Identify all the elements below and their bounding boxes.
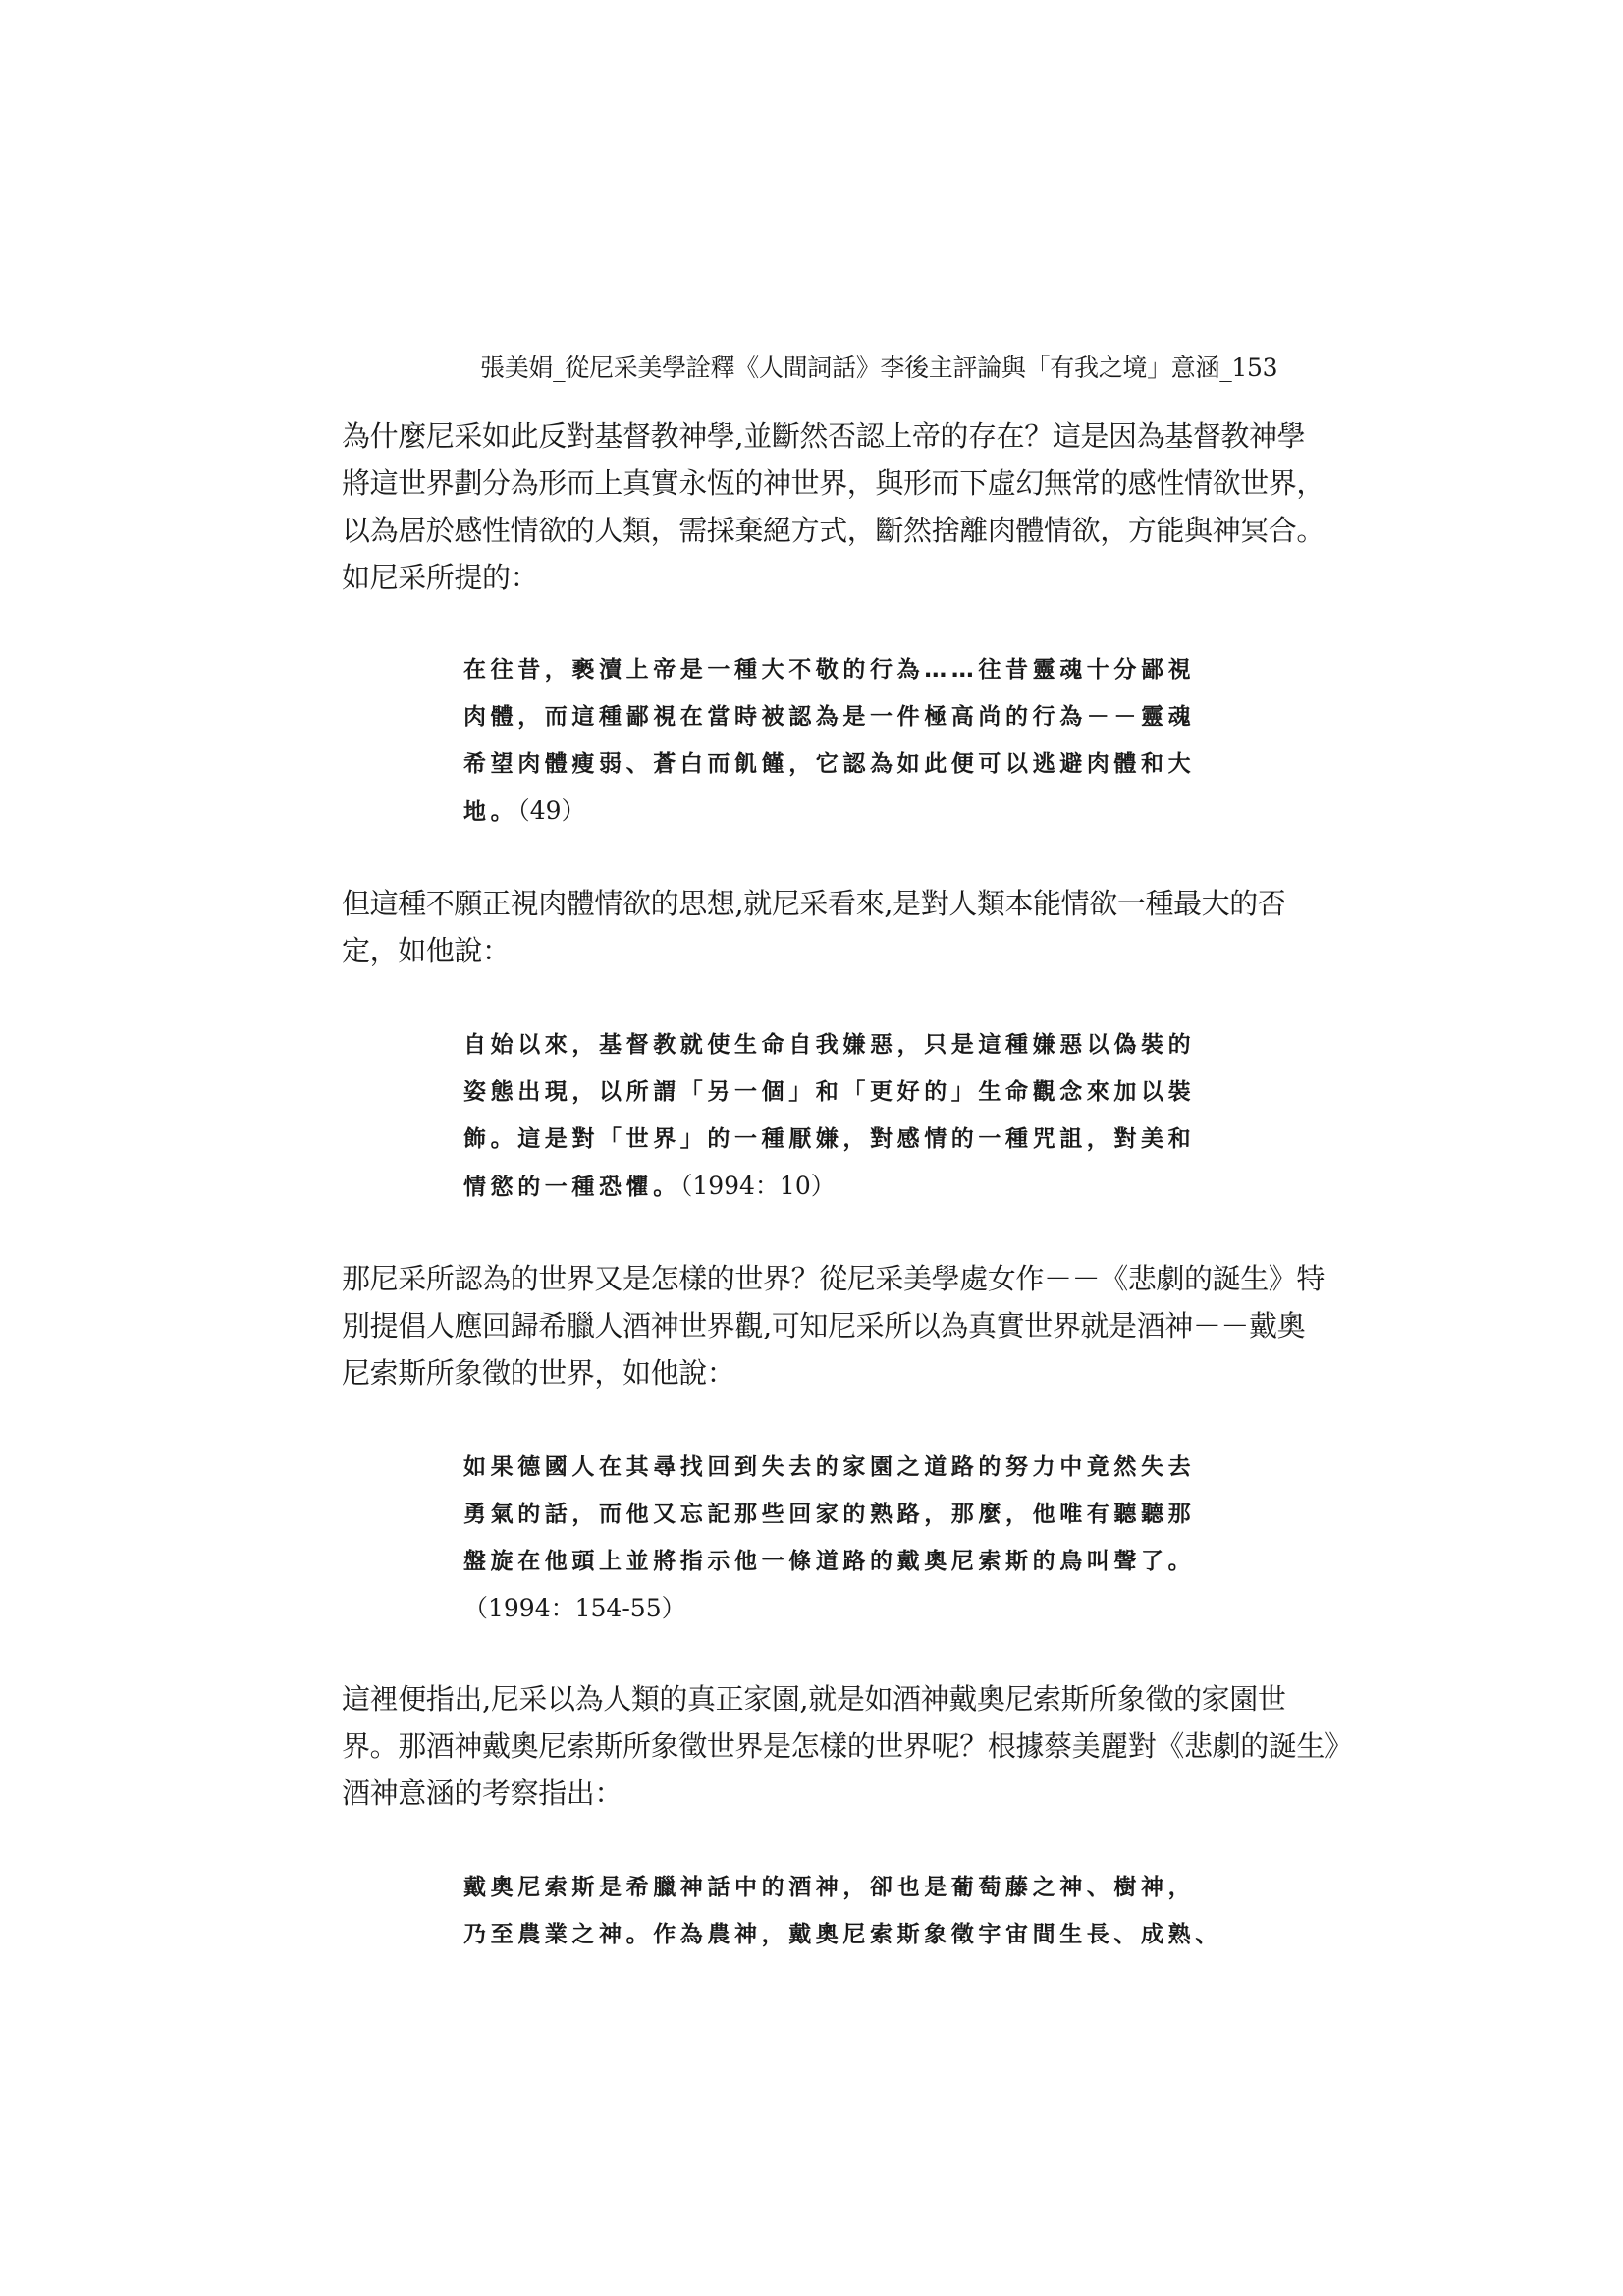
body-paragraph <box>342 1255 1325 1396</box>
quote-line: 姿態出現，以所謂「另一個」和「更好的」生命觀念來加以裝 <box>463 1079 1196 1105</box>
quote-last-line <box>463 788 1229 836</box>
quote-line: 如果德國人在其尋找回到失去的家園之道路的努力中竟然失去 <box>463 1454 1196 1480</box>
quote-line: 乃至農業之神。作為農神，戴奧尼索斯象徵宇宙間生長、成熟、 <box>463 1922 1222 1947</box>
quote-line-text: 情慾的一種恐懼。 <box>463 1175 680 1200</box>
quote-line: 飾。這是對「世界」的一種厭嫌，對感情的一種咒詛，對美和 <box>463 1126 1196 1152</box>
block-quote <box>463 1021 1229 1211</box>
block-quote <box>463 1444 1229 1633</box>
quote-line: 在往昔，褻瀆上帝是一種大不敬的行為……往昔靈魂十分鄙視 <box>463 657 1196 683</box>
paragraph-line: 那尼采所認為的世界又是怎樣的世界？從尼采美學處女作－－《悲劇的誕生》特 <box>342 1262 1325 1295</box>
paragraph-line: 以為居於感性情欲的人類，需採棄絕方式，斷然捨離肉體情欲，方能與神冥合。 <box>342 514 1325 547</box>
quote-line: 希望肉體瘦弱、蒼白而飢饉，它認為如此便可以逃避肉體和大 <box>463 751 1196 777</box>
body-paragraph <box>342 1675 1353 1817</box>
quote-line-text: 地。 <box>463 799 518 825</box>
quote-line: 肉體，而這種鄙視在當時被認為是一件極高尚的行為－－靈魂 <box>463 704 1196 730</box>
quote-last-line <box>463 1163 1229 1211</box>
body-paragraph <box>342 412 1325 601</box>
body-paragraph <box>342 880 1304 974</box>
citation: （1994：10） <box>679 1172 836 1200</box>
paragraph-line: 尼索斯所象徵的世界，如他說： <box>342 1356 735 1390</box>
paragraph-line: 定，如他說： <box>342 934 511 967</box>
block-quote <box>463 1864 1229 1958</box>
citation: （49） <box>517 796 586 825</box>
quote-last-line <box>463 1585 1229 1633</box>
quote-line: 勇氣的話，而他又忘記那些回家的熟路，那麼，他唯有聽聽那 <box>463 1502 1196 1527</box>
block-quote <box>463 646 1229 836</box>
running-header: 張美娟_從尼采美學詮釋《人間詞話》李後主評論與「有我之境」意涵_153 <box>480 354 1278 382</box>
paragraph-line: 這裡便指出,尼采以為人類的真正家園,就是如酒神戴奧尼索斯所象徵的家園世 <box>342 1682 1286 1716</box>
quote-line: 盤旋在他頭上並將指示他一條道路的戴奧尼索斯的鳥叫聲了。 <box>463 1549 1196 1574</box>
citation: （1994：154-55） <box>463 1594 686 1622</box>
paragraph-line: 如尼采所提的： <box>342 561 539 594</box>
paragraph-line: 界。那酒神戴奧尼索斯所象徵世界是怎樣的世界呢？根據蔡美麗對《悲劇的誕生》 <box>342 1729 1353 1763</box>
paragraph-line: 別提倡人應回歸希臘人酒神世界觀,可知尼采所以為真實世界就是酒神－－戴奧 <box>342 1309 1306 1342</box>
paragraph-line: 但這種不願正視肉體情欲的思想,就尼采看來,是對人類本能情欲一種最大的否 <box>342 887 1286 920</box>
paragraph-line: 酒神意涵的考察指出： <box>342 1777 623 1810</box>
quote-line: 戴奧尼索斯是希臘神話中的酒神，卻也是葡萄藤之神、樹神， <box>463 1875 1196 1900</box>
paragraph-line: 將這世界劃分為形而上真實永恆的神世界，與形而下虛幻無常的感性情欲世界， <box>342 466 1325 500</box>
quote-line: 自始以來，基督教就使生命自我嫌惡，只是這種嫌惡以偽裝的 <box>463 1032 1196 1058</box>
paragraph-line: 為什麼尼采如此反對基督教神學,並斷然否認上帝的存在？這是因為基督教神學 <box>342 419 1306 453</box>
